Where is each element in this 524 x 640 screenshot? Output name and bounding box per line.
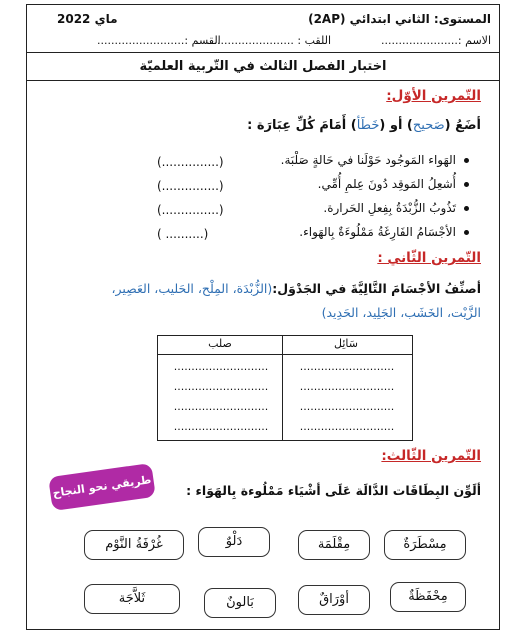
statement-text: الهَواء المَوجُود حَوْلَنا في حَالةٍ صَلْبَة.	[280, 153, 456, 167]
card-papers[interactable]: أوْرَاقٌ	[298, 585, 370, 615]
bullet-icon	[464, 230, 469, 235]
header-divider	[158, 354, 412, 355]
exam-title: اختبار الفصل الثالث في التّربية العلميّة	[27, 53, 499, 81]
word-true: صَحيح	[412, 118, 445, 133]
answer-line[interactable]: ...........................	[299, 360, 395, 373]
exercise2-instruction	[111, 281, 481, 296]
card-balloon[interactable]: بَالونٌ	[204, 588, 276, 618]
card-fridge[interactable]: ثَلاَّجَة	[84, 584, 180, 614]
card-bedroom[interactable]: غُرْفَةُ النَّوْم	[84, 530, 184, 560]
card-bucket[interactable]: دَلْوٌ	[198, 527, 270, 557]
column-divider	[282, 336, 283, 440]
list-item	[323, 201, 469, 215]
list-item	[318, 177, 469, 191]
instruction-part: ) أَمَامَ كُلِّ عِبَارَة :	[247, 118, 357, 133]
class-field[interactable]: القسم :.........................	[97, 34, 221, 47]
answer-blank[interactable]: (...............)	[157, 203, 224, 217]
answer-line[interactable]: ...........................	[299, 420, 395, 433]
bullet-icon	[464, 182, 469, 187]
exercise2-title: التّمرين الثّاني :	[377, 250, 481, 266]
exam-date: ماي 2022	[57, 12, 118, 26]
header-row-student	[27, 29, 499, 53]
statement-text: الأجْسَامُ الفَارِغَةُ مَمْلُوءَةٌ بِالهَواء.	[299, 225, 456, 239]
answer-line[interactable]: ...........................	[173, 420, 269, 433]
answer-blank[interactable]: (...............)	[157, 179, 224, 193]
list-item	[299, 225, 469, 239]
surname-field[interactable]: اللقب : .........................	[206, 34, 331, 47]
words-list-continued: الزَّيْت، الخَشَب، الجَلِيد، الحَدِيد)	[321, 305, 481, 320]
header-row-level	[27, 9, 499, 31]
name-field[interactable]: الاسم :......................	[381, 34, 491, 47]
answer-line[interactable]: ...........................	[299, 400, 395, 413]
answer-line[interactable]: ...........................	[299, 380, 395, 393]
answer-line[interactable]: ...........................	[173, 400, 269, 413]
level-label: المستوى: الثاني ابتدائي (2AP)	[308, 12, 491, 26]
words-list: (الزُّبْدَة، المِلْح، الحَليب، العَصِير،	[111, 281, 273, 296]
word-false: خَطَأ	[356, 118, 380, 133]
card-schoolbag[interactable]: مِحْفَظَةٌ	[390, 582, 466, 612]
card-pencil-case[interactable]: مِقْلَمَة	[298, 530, 370, 560]
answer-line[interactable]: ...........................	[173, 380, 269, 393]
classification-table	[157, 335, 413, 441]
answer-blank[interactable]: (...............)	[157, 155, 224, 169]
instruction-part: ) أو (	[379, 118, 413, 133]
motto-badge: طريقي نحو النجاح	[48, 463, 156, 511]
answer-blank[interactable]: ( ..........)	[157, 227, 209, 241]
list-item	[281, 153, 469, 167]
exercise1-instruction	[247, 118, 481, 133]
bullet-icon	[464, 158, 469, 163]
instruction-text: أصنِّفُ الأجْسَامَ التَّالِيَّةَ في الجَدْوَل:	[272, 281, 481, 296]
column-header-liquid: سَائِل	[334, 337, 358, 350]
instruction-part: أضَعُ (	[444, 118, 481, 133]
bullet-icon	[464, 206, 469, 211]
card-ruler[interactable]: مِسْطَرَةٌ	[384, 530, 466, 560]
exercise1-title: التّمرين الأوّل:	[386, 88, 481, 104]
exercise3-title: التّمرين الثّالث:	[381, 448, 481, 464]
statement-text: أُشعِلُ المَوقِد دُونَ عِلمِ أُمِّي.	[317, 177, 456, 191]
answer-line[interactable]: ...........................	[173, 360, 269, 373]
column-header-solid: صلب	[208, 337, 232, 350]
exercise3-instruction: ألَوِّن البِطَاقَات الدَّالَة عَلَى أشْيَاء مَمْلُوءة بِالهَوَاء :	[186, 483, 481, 498]
statement-text: تَذُوبُ الزُّبْدَةُ بِفِعلِ الحَرارة.	[323, 201, 456, 215]
